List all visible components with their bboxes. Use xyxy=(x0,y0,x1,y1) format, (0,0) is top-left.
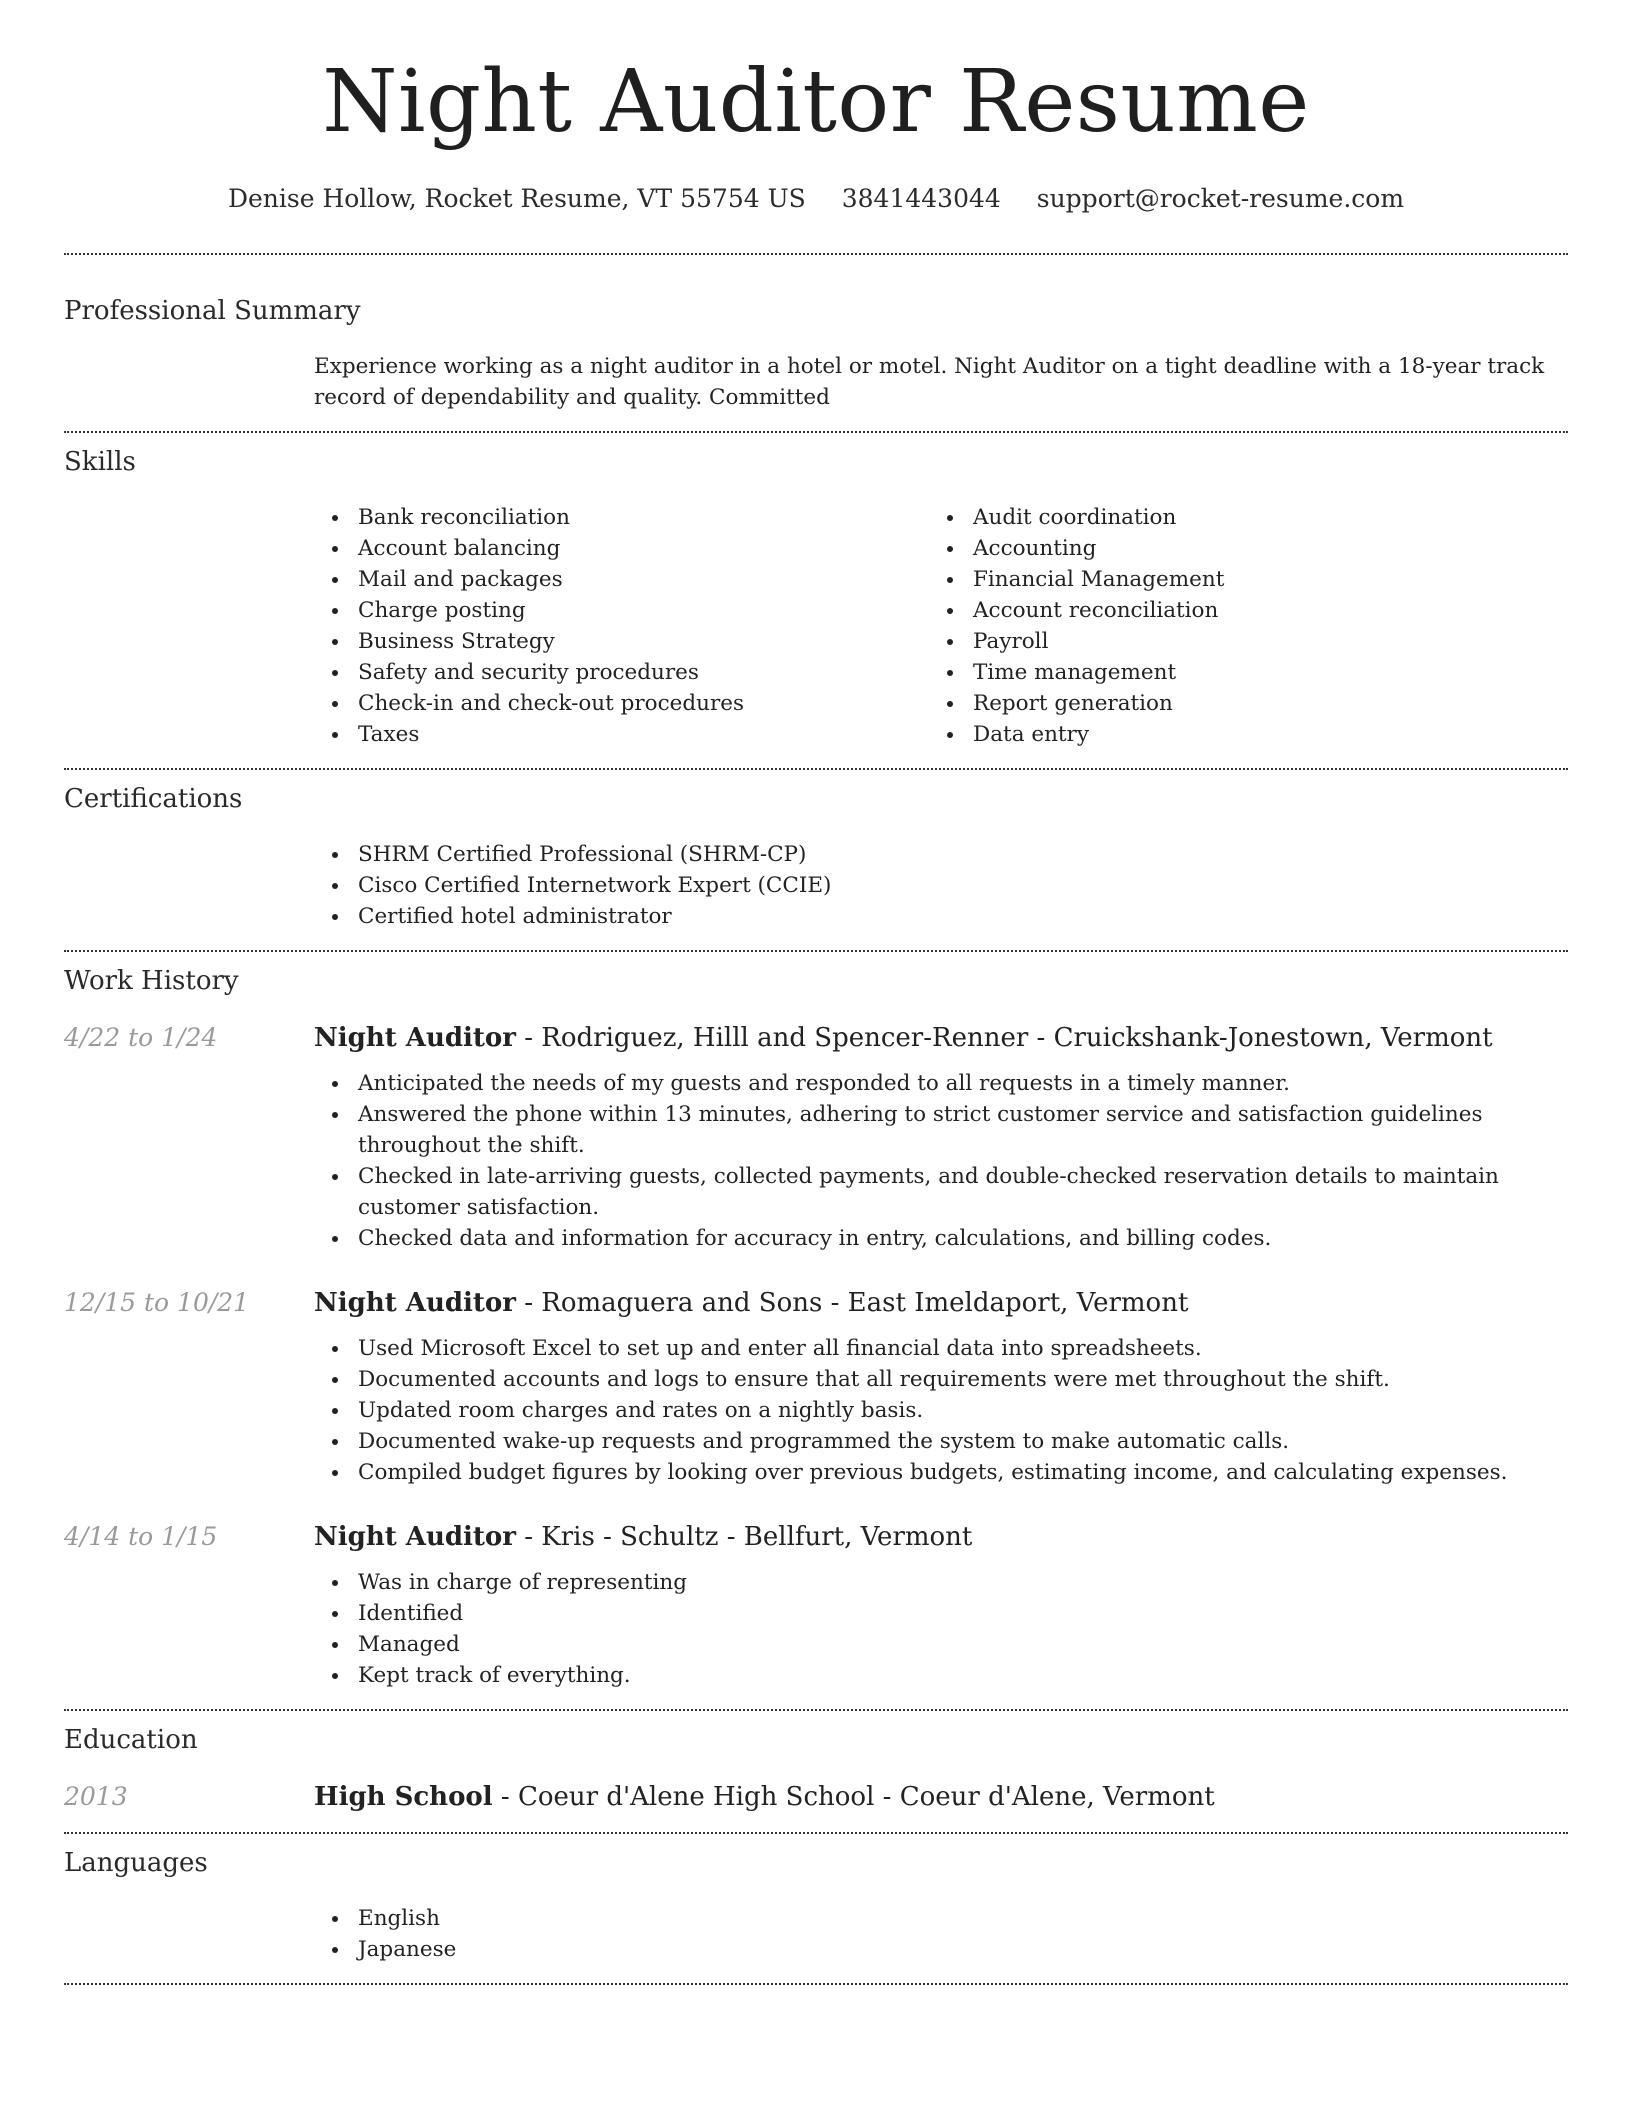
list-item: Updated room charges and rates on a nightly basis. xyxy=(314,1395,1568,1426)
job-bullets xyxy=(314,1068,1568,1254)
list-item: Data entry xyxy=(929,719,1544,750)
list-item: Account reconciliation xyxy=(929,595,1544,626)
resume-page xyxy=(64,0,1568,1985)
divider xyxy=(64,431,1568,433)
education-degree: High School xyxy=(314,1782,493,1812)
list-item: Taxes xyxy=(314,719,929,750)
job-role: Night Auditor xyxy=(314,1023,516,1053)
job-heading xyxy=(314,1021,1568,1055)
list-item: Anticipated the needs of my guests and responded to all requests in a timely manner. xyxy=(314,1068,1568,1099)
list-item: Answered the phone within 13 minutes, adhering to strict customer service and satisfaction guidelines throughout the shift. xyxy=(314,1099,1568,1161)
list-item: Check-in and check-out procedures xyxy=(314,688,929,719)
education-entry xyxy=(64,1780,1568,1814)
job-role: Night Auditor xyxy=(314,1522,516,1552)
job-details: - Romaguera and Sons - East Imeldaport, Vermont xyxy=(515,1288,1189,1318)
job-entry xyxy=(64,1021,1568,1254)
contact-address: Denise Hollow, Rocket Resume, VT 55754 US xyxy=(227,184,806,213)
list-item: Kept track of everything. xyxy=(314,1660,1568,1691)
skills-section xyxy=(64,445,1568,750)
divider xyxy=(64,1983,1568,1985)
education-heading xyxy=(314,1780,1568,1814)
list-item: Business Strategy xyxy=(314,626,929,657)
job-details: - Rodriguez, Hilll and Spencer-Renner - Cruickshank-Jonestown, Vermont xyxy=(515,1023,1493,1053)
section-title-certifications: Certifications xyxy=(64,784,243,814)
list-item: Mail and packages xyxy=(314,564,929,595)
languages-section xyxy=(64,1846,1568,1965)
list-item: Was in charge of representing xyxy=(314,1567,1568,1598)
list-item: Bank reconciliation xyxy=(314,502,929,533)
section-title-languages: Languages xyxy=(64,1848,208,1878)
divider xyxy=(64,1709,1568,1711)
section-title-work: Work History xyxy=(64,966,239,996)
list-item: Checked data and information for accuracy in entry, calculations, and billing codes. xyxy=(314,1223,1568,1254)
education-section xyxy=(64,1723,1568,1814)
job-bullets xyxy=(314,1567,1568,1691)
list-item: Documented wake-up requests and programmed the system to make automatic calls. xyxy=(314,1426,1568,1457)
job-date: 12/15 to 10/21 xyxy=(64,1288,250,1317)
list-item: SHRM Certified Professional (SHRM-CP) xyxy=(314,839,1568,870)
section-title-education: Education xyxy=(64,1725,198,1755)
list-item: Documented accounts and logs to ensure that all requirements were met throughout the shift. xyxy=(314,1364,1568,1395)
list-item: Certified hotel administrator xyxy=(314,901,1568,932)
divider xyxy=(64,950,1568,952)
job-entry xyxy=(64,1286,1568,1488)
list-item: Accounting xyxy=(929,533,1544,564)
contact-phone: 3841443044 xyxy=(841,184,1001,213)
page-title: Night Auditor Resume xyxy=(322,52,1310,152)
list-item: Financial Management xyxy=(929,564,1544,595)
list-item: Used Microsoft Excel to set up and enter all financial data into spreadsheets. xyxy=(314,1333,1568,1364)
job-heading xyxy=(314,1286,1568,1320)
list-item: Charge posting xyxy=(314,595,929,626)
list-item: Identified xyxy=(314,1598,1568,1629)
languages-list xyxy=(314,1903,1568,1965)
job-date: 4/22 to 1/24 xyxy=(64,1023,218,1052)
education-details: - Coeur d'Alene High School - Coeur d'Alene, Vermont xyxy=(492,1782,1215,1812)
summary-text: Experience working as a night auditor in a hotel or motel. Night Auditor on a tight deadline with a 18-year track record of dependability and quality. Committed xyxy=(314,354,1545,410)
job-role: Night Auditor xyxy=(314,1288,516,1318)
certifications-section xyxy=(64,782,1568,932)
list-item: Cisco Certified Internetwork Expert (CCIE) xyxy=(314,870,1568,901)
job-date: 4/14 to 1/15 xyxy=(64,1522,218,1551)
list-item: Payroll xyxy=(929,626,1544,657)
contact-line xyxy=(64,182,1568,216)
list-item: Account balancing xyxy=(314,533,929,564)
list-item: English xyxy=(314,1903,1568,1934)
certifications-list xyxy=(314,839,1568,932)
job-entry xyxy=(64,1520,1568,1691)
divider xyxy=(64,253,1568,255)
job-details: - Kris - Schultz - Bellfurt, Vermont xyxy=(515,1522,973,1552)
contact-email: support@rocket-resume.com xyxy=(1036,184,1405,213)
skills-list-left xyxy=(314,502,929,750)
list-item: Checked in late-arriving guests, collected payments, and double-checked reservation details to maintain customer satisfaction. xyxy=(314,1161,1568,1223)
skills-list-right xyxy=(929,502,1544,750)
list-item: Japanese xyxy=(314,1934,1568,1965)
list-item: Compiled budget figures by looking over previous budgets, estimating income, and calculating expenses. xyxy=(314,1457,1568,1488)
list-item: Report generation xyxy=(929,688,1544,719)
section-title-skills: Skills xyxy=(64,447,136,477)
list-item: Managed xyxy=(314,1629,1568,1660)
summary-section xyxy=(64,294,1568,413)
work-section xyxy=(64,964,1568,1691)
list-item: Safety and security procedures xyxy=(314,657,929,688)
skills-grid xyxy=(314,502,1568,750)
job-bullets xyxy=(314,1333,1568,1488)
list-item: Time management xyxy=(929,657,1544,688)
section-title-summary: Professional Summary xyxy=(64,296,361,326)
divider xyxy=(64,768,1568,770)
list-item: Audit coordination xyxy=(929,502,1544,533)
education-date: 2013 xyxy=(64,1782,128,1811)
divider xyxy=(64,1832,1568,1834)
job-heading xyxy=(314,1520,1568,1554)
